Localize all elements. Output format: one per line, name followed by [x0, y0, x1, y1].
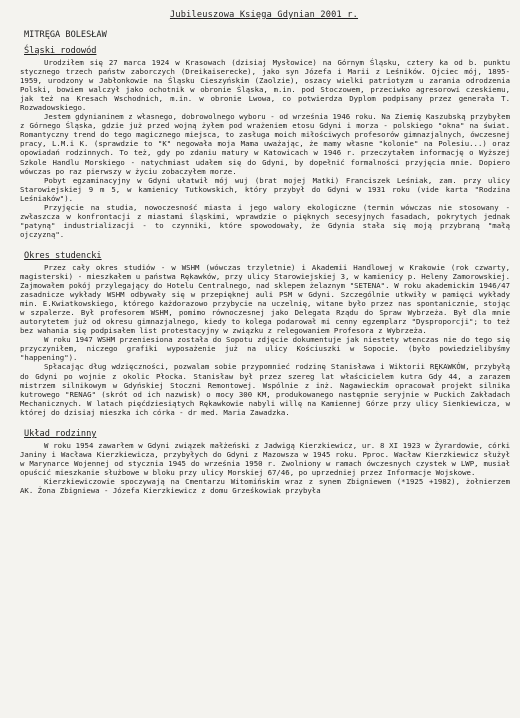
spacer: [18, 417, 510, 423]
paragraph: Pobyt egzaminacyjny w Gdyni ułatwił mój wuj (brat mojej Matki) Franciszek Leśniak, zam. przy ulicy Starowiejskiej 9 m 5, w kamienicy Tutkowskich, który przybył do Gdyni w 1931 roku (vide karta "Rodzina Leśniaków").: [20, 175, 510, 203]
page-header: [18, 10, 510, 20]
section-title-family: Układ rodzinny: [24, 428, 97, 439]
section-title-silesian-origin: Śląski rodowód: [24, 46, 97, 56]
paragraph: W roku 1954 zawarłem w Gdyni związek małżeński z Jadwigą Kierzkiewicz, ur. 8 XI 1923 w Żyrardowie, córki Janiny i Wacława Kierzkiewicza, przybyłych do Gdyni z Mazowsza w 1945 roku. Pproc. Wacław Kierzkiewicz służył w Marynarce Wojennej od stycznia 1945 do września 1950 r. Zwolniony w ramach ówczesnych czystek w LWP, musiał opuścić mieszkanie służbowe w bloku przy ulicy Morskiej 67/46, po uprzedniej przez Informacje Wojskowe.: [20, 440, 510, 477]
author-name: MITRĘGA BOLESŁAW: [24, 30, 107, 40]
paragraph: Urodziłem się 27 marca 1924 w Krasowach (dzisiaj Mysłowice) na Górnym Śląsku, cztery ka od b. punktu stycznego trzech państw zaborczych (Dreikaiserecke), jako syn Józefa i Marii z Leśników. Ojciec mój, 1895-1959, urodzony w Jabłonkowie na Śląsku Cieszyńskim (Zaolzie), oszacy wielki patriotyzm u zarania odrodzenia Polski, bowiem walczył jako ochotnik w obronie Śląska, m.in. pod Stoczowem, przeciwko agresorowi czeskiemu, jak też na Kresach Wschodnich, m.in. w obronie Lwowa, co potwierdza Dyplom podpisany przez generała T. Rozwadowskiego.: [20, 58, 510, 113]
header-text: Jubileuszowa Księga Gdynian 2001 r.: [169, 10, 359, 20]
paragraph: Kierzkiewiczowie spoczywają na Cmentarzu Witomińskim wraz z synem Zbigniewem (*1925 +1982), żołnierzem AK. Żona Zbigniewa - Józefa Kierzkiewicz z domu Grześkowiak przybyła: [20, 476, 510, 495]
paragraph: Przez cały okres studiów - w WSHM (wówczas trzyletnie) i Akademii Handlowej w Krakowie (rok czwarty, magisterski) - mieszkałem u państwa Rękawków, przy ulicy Starowiejskiej 3, w kamienicy p. Heleny Zamorowskiej. Zajmowałem pokój przylegający do Hotelu Centralnego, nad sklepem żelaznym "SETENA". W roku akademickim 1946/47 zasadnicze wykłady WSHM odbywały się w przepięknej auli PSM w Gdyni. Szczególnie utkwiły w pamięci wykłady min. E.Kwiatkowskiego, którego każdorazowo przybycie na uczelnię, witane było przez nas spontanicznie, stojąc w szpalerze. Był profesorem WSHM, pomimo równoczesnej jako Delegata Rządu do Spraw Wybrzeża. Był dla mnie autorytetem już od okresu gimnazjalnego, kiedy to kolega podarował mi cenny egzemplarz "Dysproporcji"; to też bez wahania się podpisałem list protestacyjny w związku z relegowaniem Profesora z Wybrzeża.: [20, 262, 510, 336]
section-title-student-period: Okres studencki: [24, 250, 102, 261]
paragraph: Przyjęcie na studia, nowoczesność miasta i jego walory ekologiczne (termin wówczas nie stosowany - zwłaszcza w konfrontacji z miastami śląskimi, wprawdzie o pięknych secesyjnych fasadach, pokrytych jednak "patyną" industrializacji - to czynniki, które spowodowały, że Gdynia stała się moją przybraną "małą ojczyzną".: [20, 202, 510, 239]
paragraph: W roku 1947 WSHM przeniesiona została do Sopotu zdjęcie dokumentuje jak niestety wtenczas nie do tego się przyczyniłem, niczego grafiki wyposażenie już na ulicy Kościuszki w Sopocie. (było powiedzielibyśmy "happening").: [20, 335, 510, 363]
spacer: [18, 239, 510, 245]
paragraph: Jestem gdynianinem z własnego, dobrowolnego wyboru - od września 1946 roku. Na Ziemię Kaszubską przybyłem z Górnego Śląska, gdzie już przed wojną żyłem pod wrażeniem etosu Gdyni i morza - polskiego "okna" na świat. Romantyczny trend do tego magicznego miejsca, to zasługa moich miłościwych profesorów gimnazjalnych, ówczesnej pracy, L.M.i K. (sprawdzie to "K" negowała moja Mama uważając, że mamy własne "kolonie" na Polesiu...) oraz opowiadań rodzinnych. To też, gdy po zdaniu matury w Katowicach w 1946 r. przeczytałem informację o Wyższej Szkole Handlu Morskiego - natychmiast udałem się do Gdyni, by dopełnić formalności przyjęcia mnie. Dopiero wówczas po raz pierwszy w życiu zobaczyłem morze.: [20, 112, 510, 176]
paragraph: Spłacając dług wdzięczności, pozwalam sobie przypomnieć rodzinę Stanisława i Wiktorii RĘKAWKÓW, przybyłą do Gdyni po wojnie z okolic Płocka. Stanisław był przez szereg lat właścicielem kutra Gdy 44, a zarazem mistrzem silnikowym w Gdyńskiej Stoczni Remontowej. Wspólnie z inż. Nagawieckim opracował projekt silnika kutrowego "RENAG" (skrót od ich nazwisk) o mocy 300 KM, produkowanego następnie seryjnie w Puckich Zakładach Mechanicznych. W latach pięćdziesiątych Rękawkowie nabyli willę na Kamiennej Górze przy ulicy Sienkiewicza, w której do dzisiaj mieszka ich córka - dr med. Maria Zawadzka.: [20, 362, 510, 417]
